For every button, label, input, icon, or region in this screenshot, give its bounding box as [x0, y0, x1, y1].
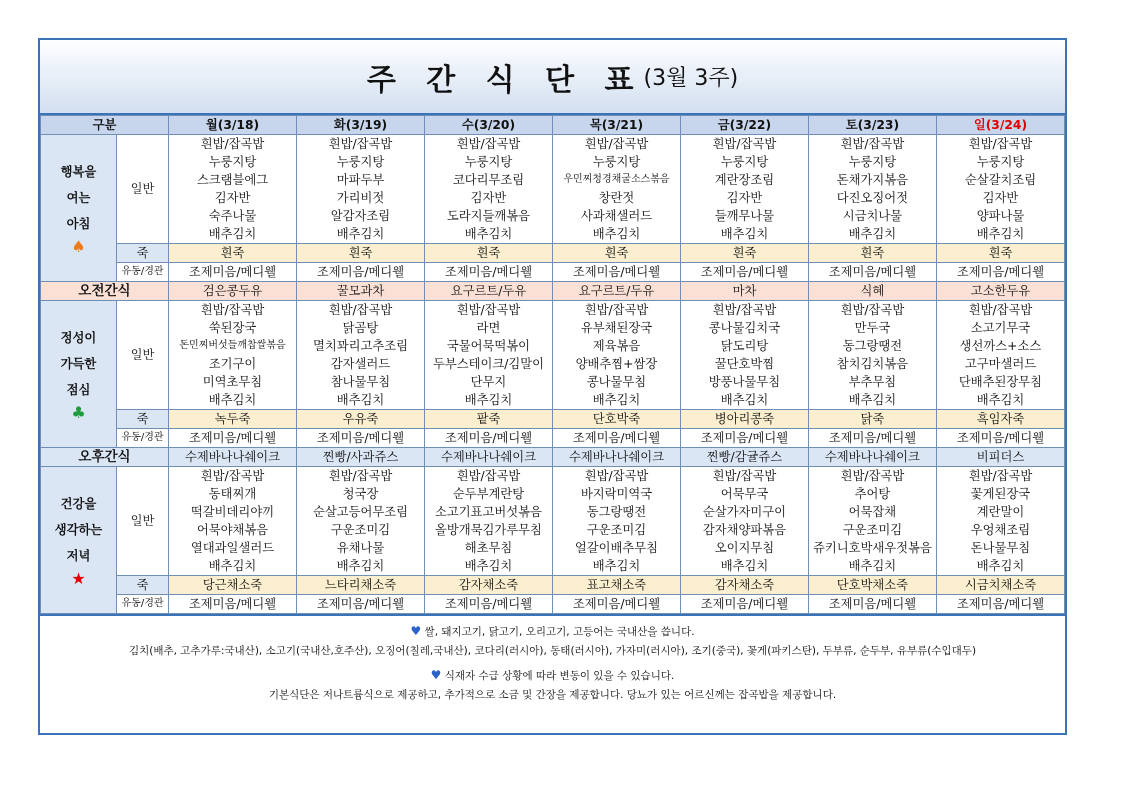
juk-item: 흰죽 — [169, 244, 297, 263]
menu-item: 고구마샐러드 — [936, 355, 1064, 373]
menu-item: 배추김치 — [424, 557, 552, 576]
udong-item: 조제미음/메디웰 — [424, 595, 552, 614]
note-line-4: 기본식단은 저나트륨식으로 제공하고, 추가적으로 소금 및 간장을 제공합니다. 당뇨가 있는 어르신께는 잡곡밥을 제공합니다. — [268, 689, 837, 701]
juk-item: 감자채소죽 — [680, 576, 808, 595]
day-fri: 금(3/22) — [680, 116, 808, 135]
breakfast-row — [41, 171, 1065, 189]
menu-item: 계란장조림 — [680, 171, 808, 189]
menu-item: 부추무침 — [808, 373, 936, 391]
menu-item: 소고기표고버섯볶음 — [424, 503, 552, 521]
menu-item: 닭곰탕 — [297, 319, 425, 337]
lunch-row — [41, 373, 1065, 391]
day-wed: 수(3/20) — [424, 116, 552, 135]
menu-item: 배추김치 — [936, 225, 1064, 244]
lunch-juk-row — [41, 410, 1065, 429]
menu-item: 흰밥/잡곡밥 — [169, 135, 297, 154]
menu-item: 배추김치 — [808, 225, 936, 244]
juk-item: 흰죽 — [552, 244, 680, 263]
snack-item: 고소한두유 — [936, 282, 1064, 301]
snack-item: 비피더스 — [936, 448, 1064, 467]
udong-item: 조제미음/메디웰 — [552, 263, 680, 282]
page-subtitle: (3월 3주) — [643, 66, 739, 91]
menu-item: 얼갈이배추무침 — [552, 539, 680, 557]
day-mon: 월(3/18) — [169, 116, 297, 135]
menu-item: 배추김치 — [552, 557, 680, 576]
note-line-3: 식재자 수급 상황에 따라 변동이 있을 수 있습니다. — [444, 670, 675, 682]
breakfast-row — [41, 207, 1065, 225]
meal-table — [40, 115, 1065, 614]
udong-item: 조제미음/메디웰 — [680, 429, 808, 448]
menu-item: 구운조미김 — [297, 521, 425, 539]
dinner-symbol-icon: ★ — [71, 569, 86, 588]
menu-item: 가리비젓 — [297, 189, 425, 207]
menu-item: 누룽지탕 — [297, 153, 425, 171]
udong-item: 조제미음/메디웰 — [552, 595, 680, 614]
menu-item: 배추김치 — [169, 391, 297, 410]
snack-item: 요구르트/두유 — [424, 282, 552, 301]
pm_snack-label: 오후간식 — [41, 448, 169, 467]
breakfast-row — [41, 135, 1065, 154]
menu-item: 청국장 — [297, 485, 425, 503]
menu-item: 유채나물 — [297, 539, 425, 557]
lunch-label — [41, 301, 117, 448]
menu-item: 배추김치 — [808, 391, 936, 410]
day-tue: 화(3/19) — [297, 116, 425, 135]
menu-item: 계란말이 — [936, 503, 1064, 521]
udong-item: 조제미음/메디웰 — [297, 595, 425, 614]
menu-item: 흰밥/잡곡밥 — [169, 467, 297, 486]
menu-item: 코다리무조림 — [424, 171, 552, 189]
snack-item: 찐빵/감귤쥬스 — [680, 448, 808, 467]
dinner-label-line: 생각하는 — [54, 523, 103, 537]
menu-item: 흰밥/잡곡밥 — [808, 301, 936, 320]
menu-item: 김자반 — [424, 189, 552, 207]
udong-item: 조제미음/메디웰 — [297, 263, 425, 282]
menu-item: 돈채가지볶음 — [808, 171, 936, 189]
udong-item: 조제미음/메디웰 — [424, 429, 552, 448]
juk-item: 흰죽 — [424, 244, 552, 263]
menu-item: 순살가자미구이 — [680, 503, 808, 521]
menu-item: 동그랑땡전 — [808, 337, 936, 355]
menu-item: 만두국 — [808, 319, 936, 337]
menu-item: 어묵야채볶음 — [169, 521, 297, 539]
menu-item: 배추김치 — [680, 225, 808, 244]
juk-item: 우유죽 — [297, 410, 425, 429]
menu-item: 양파나물 — [936, 207, 1064, 225]
juk-item: 흰죽 — [297, 244, 425, 263]
breakfast-general-label: 일반 — [117, 135, 169, 244]
menu-item: 닭도리탕 — [680, 337, 808, 355]
menu-item: 누룽지탕 — [552, 153, 680, 171]
breakfast-row — [41, 225, 1065, 244]
menu-item: 꿀단호박찜 — [680, 355, 808, 373]
juk-item: 시금치채소죽 — [936, 576, 1064, 595]
juk-item: 병아리콩죽 — [680, 410, 808, 429]
dinner-juk-label: 죽 — [117, 576, 169, 595]
menu-item: 흰밥/잡곡밥 — [680, 135, 808, 154]
menu-item: 국물어묵떡볶이 — [424, 337, 552, 355]
breakfast-label-line: 아침 — [66, 217, 91, 231]
udong-item: 조제미음/메디웰 — [169, 429, 297, 448]
udong-item: 조제미음/메디웰 — [297, 429, 425, 448]
menu-item: 라면 — [424, 319, 552, 337]
breakfast-label — [41, 135, 117, 282]
lunch-label-line: 정성이 — [60, 331, 97, 345]
breakfast-label-line: 행복을 — [60, 165, 97, 179]
menu-item: 배추김치 — [552, 225, 680, 244]
udong-item: 조제미음/메디웰 — [680, 595, 808, 614]
juk-item: 감자채소죽 — [424, 576, 552, 595]
day-sun: 일(3/24) — [936, 116, 1064, 135]
menu-item: 열대과일샐러드 — [169, 539, 297, 557]
lunch-row — [41, 355, 1065, 373]
juk-item: 표고채소죽 — [552, 576, 680, 595]
breakfast-udong-label: 유동/경관 — [117, 263, 169, 282]
menu-item: 스크램블에그 — [169, 171, 297, 189]
header-label: 구분 — [41, 116, 169, 135]
snack-item: 검은콩두유 — [169, 282, 297, 301]
menu-item: 감자채양파볶음 — [680, 521, 808, 539]
dinner-row — [41, 485, 1065, 503]
menu-item: 참나물무침 — [297, 373, 425, 391]
menu-item: 배추김치 — [297, 557, 425, 576]
dinner-label-line: 건강을 — [60, 497, 97, 511]
menu-item: 누룽지탕 — [169, 153, 297, 171]
menu-item: 추어탕 — [808, 485, 936, 503]
lunch-label-line: 점심 — [66, 383, 91, 397]
menu-item: 돈민찌버섯들깨찹쌀볶음 — [169, 337, 297, 355]
note-line-2: 김치(배추, 고추가루:국내산), 소고기(국내산,호주산), 오징어(칠레,국내산), 코다리(러시아), 동태(러시아), 가자미(러시아), 조기(중국), 꽃게(파키스탄), 두부류, 순두부, 유부류(수입대두) — [128, 645, 977, 657]
lunch-symbol-icon: ♣ — [71, 403, 86, 422]
menu-item: 단배추된장무침 — [936, 373, 1064, 391]
menu-item: 흰밥/잡곡밥 — [680, 467, 808, 486]
juk-item: 흰죽 — [936, 244, 1064, 263]
dinner-label-line: 저녁 — [66, 549, 91, 563]
menu-item: 흰밥/잡곡밥 — [424, 301, 552, 320]
menu-item: 바지락미역국 — [552, 485, 680, 503]
menu-item: 콩나물무침 — [552, 373, 680, 391]
juk-item: 당근채소죽 — [169, 576, 297, 595]
menu-item: 생선까스+소스 — [936, 337, 1064, 355]
snack-item: 식혜 — [808, 282, 936, 301]
breakfast-juk-row — [41, 244, 1065, 263]
udong-item: 조제미음/메디웰 — [169, 263, 297, 282]
menu-item: 배추김치 — [808, 557, 936, 576]
menu-item: 배추김치 — [424, 391, 552, 410]
udong-item: 조제미음/메디웰 — [936, 429, 1064, 448]
lunch-row — [41, 301, 1065, 320]
menu-item: 배추김치 — [297, 391, 425, 410]
menu-item: 흰밥/잡곡밥 — [169, 301, 297, 320]
note-line-1: 쌀, 돼지고기, 닭고기, 오리고기, 고등어는 국내산을 씁니다. — [424, 626, 695, 638]
menu-item: 배추김치 — [169, 225, 297, 244]
menu-item: 단무지 — [424, 373, 552, 391]
udong-item: 조제미음/메디웰 — [552, 429, 680, 448]
menu-item: 흰밥/잡곡밥 — [297, 301, 425, 320]
menu-item: 조기구이 — [169, 355, 297, 373]
breakfast-label-line: 여는 — [66, 191, 91, 205]
juk-item: 흰죽 — [808, 244, 936, 263]
menu-item: 배추김치 — [680, 557, 808, 576]
lunch-row — [41, 391, 1065, 410]
lunch-row — [41, 319, 1065, 337]
dinner-label — [41, 467, 117, 614]
heart-icon: ♥ — [430, 668, 442, 682]
header-row — [41, 116, 1065, 135]
menu-item: 배추김치 — [936, 391, 1064, 410]
breakfast-section — [41, 135, 1065, 282]
breakfast-udong-row — [41, 263, 1065, 282]
am-snack-section — [41, 282, 1065, 301]
juk-item: 흑임자죽 — [936, 410, 1064, 429]
menu-item: 누룽지탕 — [424, 153, 552, 171]
udong-item: 조제미음/메디웰 — [808, 595, 936, 614]
menu-item: 흰밥/잡곡밥 — [424, 467, 552, 486]
pm_snack-row — [41, 448, 1065, 467]
pm-snack-section — [41, 448, 1065, 467]
juk-item: 흰죽 — [680, 244, 808, 263]
page-title: 주 간 식 단 표 — [366, 62, 644, 98]
menu-item: 배추김치 — [936, 557, 1064, 576]
menu-item: 누룽지탕 — [808, 153, 936, 171]
dinner-row — [41, 539, 1065, 557]
menu-item: 흰밥/잡곡밥 — [424, 135, 552, 154]
menu-item: 숙주나물 — [169, 207, 297, 225]
menu-item: 쥬키니호박새우젓볶음 — [808, 539, 936, 557]
lunch-udong-row — [41, 429, 1065, 448]
dinner-row — [41, 467, 1065, 486]
menu-item: 양배추찜+쌈장 — [552, 355, 680, 373]
menu-item: 어묵잡채 — [808, 503, 936, 521]
udong-item: 조제미음/메디웰 — [808, 429, 936, 448]
juk-item: 단호박죽 — [552, 410, 680, 429]
menu-item: 동그랑땡전 — [552, 503, 680, 521]
menu-item: 콩나물김치국 — [680, 319, 808, 337]
menu-item: 올방개묵김가루무침 — [424, 521, 552, 539]
menu-item: 오이지무침 — [680, 539, 808, 557]
udong-item: 조제미음/메디웰 — [424, 263, 552, 282]
title-bar — [40, 40, 1065, 115]
menu-item: 배추김치 — [424, 225, 552, 244]
menu-item: 순두부계란탕 — [424, 485, 552, 503]
menu-item: 두부스테이크/김말이 — [424, 355, 552, 373]
menu-item: 우엉채조림 — [936, 521, 1064, 539]
menu-item: 순살갈치조림 — [936, 171, 1064, 189]
menu-item: 배추김치 — [680, 391, 808, 410]
udong-item: 조제미음/메디웰 — [936, 263, 1064, 282]
menu-item: 흰밥/잡곡밥 — [297, 135, 425, 154]
am_snack-label: 오전간식 — [41, 282, 169, 301]
menu-item: 감자샐러드 — [297, 355, 425, 373]
menu-item: 흰밥/잡곡밥 — [936, 135, 1064, 154]
menu-item: 누룽지탕 — [936, 153, 1064, 171]
menu-item: 미역초무침 — [169, 373, 297, 391]
breakfast-row — [41, 189, 1065, 207]
juk-item: 닭죽 — [808, 410, 936, 429]
menu-item: 마파두부 — [297, 171, 425, 189]
dinner-section — [41, 467, 1065, 614]
menu-item: 쑥된장국 — [169, 319, 297, 337]
snack-item: 찐빵/사과쥬스 — [297, 448, 425, 467]
menu-item: 알감자조림 — [297, 207, 425, 225]
menu-item: 흰밥/잡곡밥 — [297, 467, 425, 486]
udong-item: 조제미음/메디웰 — [169, 595, 297, 614]
udong-item: 조제미음/메디웰 — [936, 595, 1064, 614]
menu-item: 다진오징어젓 — [808, 189, 936, 207]
menu-item: 제육볶음 — [552, 337, 680, 355]
menu-item: 구운조미김 — [808, 521, 936, 539]
menu-item: 김자반 — [936, 189, 1064, 207]
note-supply — [40, 666, 1065, 686]
menu-frame — [38, 38, 1067, 735]
menu-item: 방풍나물무침 — [680, 373, 808, 391]
menu-item: 흰밥/잡곡밥 — [552, 135, 680, 154]
menu-item: 흰밥/잡곡밥 — [552, 467, 680, 486]
dinner-udong-label: 유동/경관 — [117, 595, 169, 614]
menu-item: 흰밥/잡곡밥 — [680, 301, 808, 320]
menu-item: 구운조미김 — [552, 521, 680, 539]
menu-item: 참치김치볶음 — [808, 355, 936, 373]
menu-item: 창란젓 — [552, 189, 680, 207]
menu-item: 배추김치 — [552, 391, 680, 410]
dinner-general-label: 일반 — [117, 467, 169, 576]
menu-item: 멸치꽈리고추조림 — [297, 337, 425, 355]
breakfast-row — [41, 153, 1065, 171]
lunch-udong-label: 유동/경관 — [117, 429, 169, 448]
lunch-general-label: 일반 — [117, 301, 169, 410]
menu-item: 꽃게된장국 — [936, 485, 1064, 503]
heart-icon: ♥ — [410, 624, 422, 638]
menu-item: 떡갈비데리야끼 — [169, 503, 297, 521]
juk-item: 단호박채소죽 — [808, 576, 936, 595]
menu-item: 들깨무나물 — [680, 207, 808, 225]
snack-item: 수제바나나쉐이크 — [808, 448, 936, 467]
am_snack-row — [41, 282, 1065, 301]
breakfast-juk-label: 죽 — [117, 244, 169, 263]
menu-item: 흰밥/잡곡밥 — [552, 301, 680, 320]
menu-item: 도라지들깨볶음 — [424, 207, 552, 225]
menu-item: 김자반 — [169, 189, 297, 207]
dinner-row — [41, 521, 1065, 539]
lunch-section — [41, 301, 1065, 448]
snack-item: 수제바나나쉐이크 — [169, 448, 297, 467]
menu-item: 소고기무국 — [936, 319, 1064, 337]
menu-item: 배추김치 — [297, 225, 425, 244]
menu-item: 사과채샐러드 — [552, 207, 680, 225]
menu-item: 흰밥/잡곡밥 — [808, 135, 936, 154]
menu-item: 시금치나물 — [808, 207, 936, 225]
dinner-udong-row — [41, 595, 1065, 614]
snack-item: 수제바나나쉐이크 — [552, 448, 680, 467]
menu-item: 돈나물무침 — [936, 539, 1064, 557]
menu-item: 김자반 — [680, 189, 808, 207]
juk-item: 느타리채소죽 — [297, 576, 425, 595]
lunch-label-line: 가득한 — [60, 357, 97, 371]
udong-item: 조제미음/메디웰 — [680, 263, 808, 282]
snack-item: 요구르트/두유 — [552, 282, 680, 301]
lunch-juk-label: 죽 — [117, 410, 169, 429]
menu-item: 흰밥/잡곡밥 — [936, 301, 1064, 320]
dinner-juk-row — [41, 576, 1065, 595]
udong-item: 조제미음/메디웰 — [808, 263, 936, 282]
menu-item: 어묵무국 — [680, 485, 808, 503]
menu-item: 우민찌청경채굴소스볶음 — [552, 171, 680, 189]
menu-item: 흰밥/잡곡밥 — [808, 467, 936, 486]
lunch-row — [41, 337, 1065, 355]
menu-item: 누룽지탕 — [680, 153, 808, 171]
snack-item: 마차 — [680, 282, 808, 301]
snack-item: 수제바나나쉐이크 — [424, 448, 552, 467]
dinner-row — [41, 503, 1065, 521]
breakfast-symbol-icon: ♠ — [71, 237, 86, 256]
menu-item: 흰밥/잡곡밥 — [936, 467, 1064, 486]
notes — [40, 614, 1065, 705]
dinner-row — [41, 557, 1065, 576]
note-origin-main — [40, 622, 1065, 642]
menu-item: 유부채된장국 — [552, 319, 680, 337]
juk-item: 팥죽 — [424, 410, 552, 429]
day-thu: 목(3/21) — [552, 116, 680, 135]
day-sat: 토(3/23) — [808, 116, 936, 135]
menu-item: 순살고등어무조림 — [297, 503, 425, 521]
menu-item: 배추김치 — [169, 557, 297, 576]
juk-item: 녹두죽 — [169, 410, 297, 429]
snack-item: 꿀모과차 — [297, 282, 425, 301]
menu-item: 해초무침 — [424, 539, 552, 557]
menu-item: 동태찌개 — [169, 485, 297, 503]
